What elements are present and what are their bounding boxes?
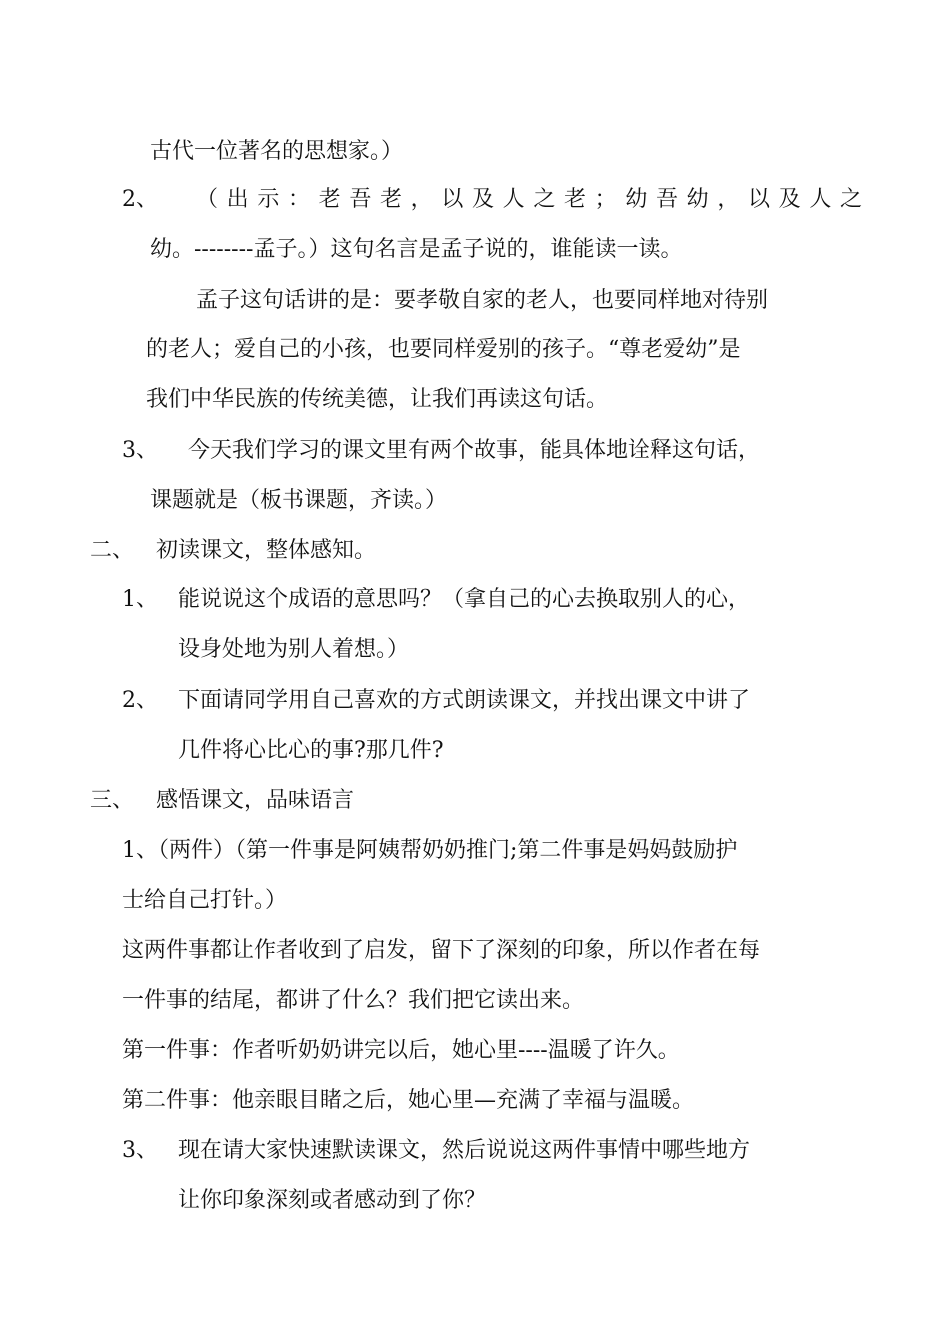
text-line: 第二件事：他亲眼目睹之后，她心里—充满了幸福与温暖。 [122, 1088, 695, 1113]
item-number: 1、 [122, 587, 158, 612]
section-heading: 初读课文，整体感知。 [156, 538, 377, 563]
text-line: 课题就是（板书课题，齐读。） [150, 488, 448, 513]
text-line: 古代一位著名的思想家。） [150, 139, 404, 164]
text-line: 现在请大家快速默读课文，然后说说这两件事情中哪些地方 [178, 1138, 751, 1163]
section-number: 二、 [90, 538, 135, 563]
text-line: 今天我们学习的课文里有两个故事，能具体地诠释这句话， [188, 438, 761, 463]
text-line: 一件事的结尾，都讲了什么？我们把它读出来。 [122, 988, 585, 1013]
text-line: 士给自己打针。） [122, 888, 288, 913]
text-line: 设身处地为别人着想。） [178, 637, 410, 662]
text-line: 让你印象深刻或者感动到了你？ [178, 1188, 487, 1213]
text-line: 能说说这个成语的意思吗？（拿自己的心去换取别人的心， [178, 587, 751, 612]
section-heading: 感悟课文，品味语言 [156, 788, 355, 813]
item-number: 2、 [122, 187, 158, 212]
text-line: 几件将心比心的事?那几件? [178, 738, 444, 763]
text-line: 幼。--------孟子。）这句名言是孟子说的，谁能读一读。 [150, 237, 683, 262]
text-line: 的老人；爱自己的小孩，也要同样爱别的孩子。“尊老爱幼”是 [146, 337, 741, 362]
text-line: （出示：老吾老，以及人之老；幼吾幼，以及人之 [196, 187, 862, 212]
text-line: 我们中华民族的传统美德，让我们再读这句话。 [146, 387, 609, 412]
section-number: 三、 [90, 788, 135, 813]
text-line: 这两件事都让作者收到了启发，留下了深刻的印象，所以作者在每 [122, 938, 761, 963]
text-line: 第一件事：作者听奶奶讲完以后，她心里----温暖了许久。 [122, 1038, 680, 1063]
text-line: 下面请同学用自己喜欢的方式朗读课文，并找出课文中讲了 [178, 688, 751, 713]
item-number: 3、 [122, 438, 158, 463]
item-number: 3、 [122, 1138, 158, 1163]
text-line: 孟子这句话讲的是：要孝敬自家的老人，也要同样地对待别 [196, 288, 769, 313]
text-line: 1、（两件）（第一件事是阿姨帮奶奶推门;第二件事是妈妈鼓励护 [122, 838, 738, 863]
item-number: 2、 [122, 688, 158, 713]
